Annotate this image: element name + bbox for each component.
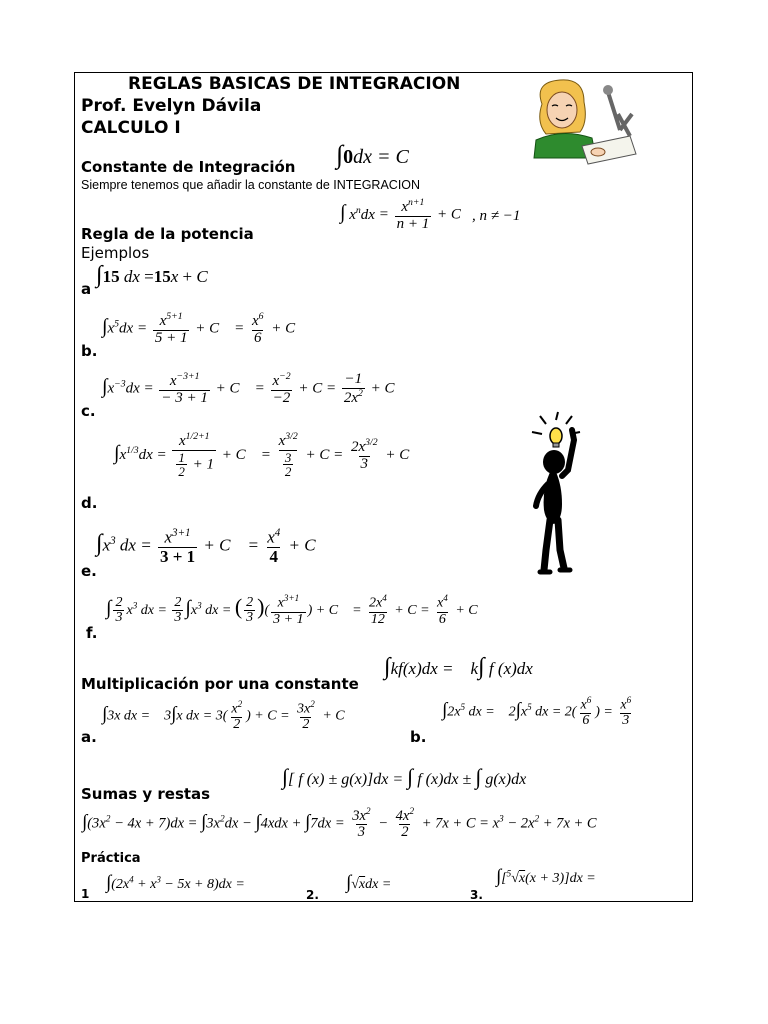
- example-d-formula: $\int x^{1/3}dx$ = $x^{1/2+1}$ $\frac{1}{2}$ + 1 + C = $\frac{x^{3/2}}{\frac{3}{2}}$ + C = $\frac{2x^{3/2}}{3}$ + C: [114, 431, 410, 480]
- girl-writing-clipart: [522, 74, 642, 170]
- practice-2-label: 2.: [306, 888, 319, 902]
- constant-heading: Constante de Integración: [81, 158, 296, 176]
- practice-3-label: 3.: [470, 888, 483, 902]
- example-e-formula: $\int x^3$ dx = $\frac{x^{3+1}}{3 + 1}$ + C = $\frac{x^4}{4}$ + C: [96, 527, 316, 566]
- multiple-b-formula: $\int 2x^5$ dx = $2\int x^5$ dx = 2( $\frac{x^6}{6}$ ) = $\frac{x^6}{3}$: [442, 695, 632, 729]
- power-rule-heading: Regla de la potencia: [81, 225, 254, 243]
- page-title: REGLAS BASICAS DE INTEGRACION: [128, 74, 461, 94]
- practice-2-formula: ∫√xdx =: [346, 872, 392, 893]
- practice-3-formula: ∫[$^5$√x(x + 3)]dx =: [496, 866, 596, 887]
- practice-1-label: 1: [81, 887, 90, 901]
- practice-1-formula: $\int(2x^4 + x^3 - 5x + 8)dx$ =: [106, 872, 245, 893]
- example-c-label: c.: [81, 402, 96, 420]
- constant-multiple-heading: Multiplicación por una constante: [81, 675, 359, 693]
- example-a-label: a: [81, 280, 92, 298]
- sum-rule-formula: ∫[ f (x) ± g(x)]dx = ∫ f (x)dx ± ∫ g(x)dx: [282, 764, 527, 789]
- author-name: Prof. Evelyn Dávila: [81, 96, 262, 116]
- multiple-a-formula: ∫3x dx = 3∫x dx = 3( $\frac{x^2}{2}$ ) + C = $\frac{3x^2}{2}$ + C: [102, 699, 345, 733]
- sum-rule-example: $\int(3x^2 - 4x + 7)dx = \int 3x^2dx - \int 4xdx + \int 7dx$ = $\frac{3x^2}{3}$ − $\frac{4x^2}{2}$ + $7x + C = x^3 - 2x^2 + 7x + C$: [82, 807, 597, 841]
- constant-formula: ∫0dx = C: [336, 140, 409, 169]
- example-f-formula: ∫ $\frac{2}{3}$ $x^3$ dx = $\frac{2}{3}$ $\int x^3$ dx = ( $\frac{2}{3}$ )( $\frac{x^{3+1}}{3 + 1}$ ) + C = $\frac{2x^4}{12}$ + C = $\frac{x^4}{6}$ + C: [106, 593, 478, 627]
- multiple-b-label: b.: [410, 728, 427, 746]
- sum-rule-heading: Sumas y restas: [81, 785, 211, 803]
- example-d-label: d.: [81, 494, 98, 512]
- example-b-formula: $\int x^5dx$ = $\frac{x^{5+1}}{5 + 1}$ + C = $\frac{x^6}{6}$ + C: [102, 311, 296, 346]
- power-rule-condition: , n ≠ −1: [472, 208, 521, 224]
- example-c-formula: $\int x^{-3}dx$ = $\frac{x^{-3+1}}{- 3 + 1}$ + C = $\frac{x^{-2}}{-2}$ + C = $\frac{-1}{2x^2}$ + C: [102, 371, 395, 406]
- example-e-label: e.: [81, 562, 97, 580]
- practice-heading: Práctica: [81, 851, 141, 866]
- multiple-a-label: a.: [81, 728, 97, 746]
- example-f-label: f.: [86, 624, 98, 642]
- constant-note: Siempre tenemos que añadir la constante de INTEGRACION: [81, 178, 421, 192]
- power-rule-formula: ∫ $x^ndx$ = $\frac{x^{n+1}}{n + 1}$ + C: [340, 197, 461, 232]
- constant-multiple-formula: ∫kf(x)dx = k∫ f (x)dx: [384, 654, 533, 680]
- examples-label: Ejemplos: [81, 244, 150, 262]
- example-b-label: b.: [81, 342, 98, 360]
- idea-stick-figure-clipart: [528, 410, 600, 578]
- example-a-formula: ∫15 dx =15x + C: [96, 262, 208, 288]
- course-name: CALCULO I: [81, 118, 181, 138]
